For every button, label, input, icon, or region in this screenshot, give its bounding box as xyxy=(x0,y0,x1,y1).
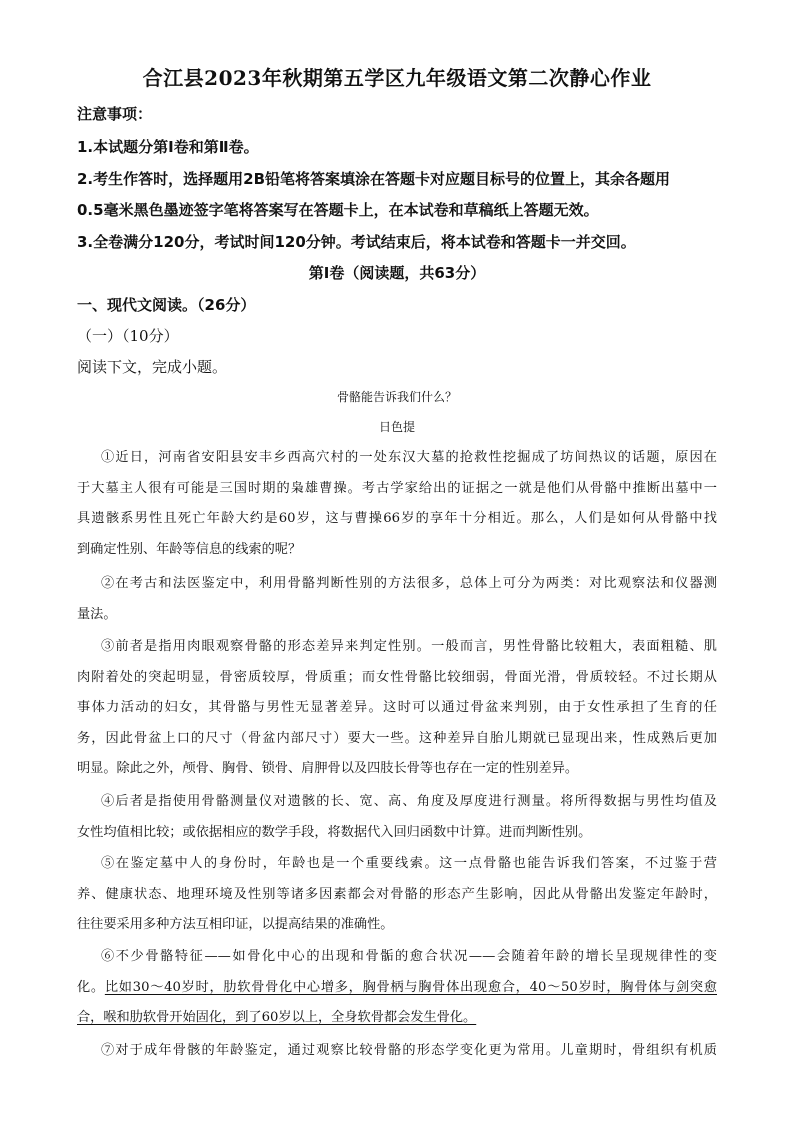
text-line: ④后者是指使用骨骼测量仪对遗骸的长、宽、高、角度及厚度进行测量。将所得数据与男性均值及 xyxy=(101,794,717,809)
notice-item: 2.考生作答时，选择题用2B铅笔将答案填涂在答题卡对应题目标号的位置上，其余各题用 xyxy=(77,170,671,188)
text-line: ②在考古和法医鉴定中，利用骨骼判断性别的方法很多，总体上可分为两类：对比观察法和仪器测 xyxy=(101,576,717,591)
underlined-text: 合，喉和肋软骨开始固化，到了60岁以上，全身软骨都会发生骨化。 xyxy=(77,1010,477,1025)
text-line: 量法。 xyxy=(77,606,117,622)
text-line: ①近日，河南省安阳县安丰乡西高穴村的一处东汉大墓的抢救性挖掘成了坊间热议的话题，原因在 xyxy=(101,450,717,465)
text-line: ⑥不少骨骼特征——如骨化中心的出现和骨骺的愈合状况——会随着年龄的增长呈现规律性的变 xyxy=(101,949,717,964)
text-line: 到确定性别、年龄等信息的线索的呢？ xyxy=(77,541,302,557)
article-author: 日色提 xyxy=(378,420,415,434)
text-line xyxy=(77,973,717,1004)
notice-item: 3.全卷满分120分，考试时间120分钟。考试结束后，将本试卷和答题卡一并交回。 xyxy=(77,233,636,251)
part-title: 第Ⅰ卷（阅读题，共63分） xyxy=(308,264,486,282)
paragraph-1 xyxy=(77,443,717,565)
instruction-text: 阅读下文，完成小题。 xyxy=(77,358,228,376)
paragraph-2 xyxy=(77,569,717,630)
text-line: 肉附着处的突起明显，骨密质较厚，骨质重；而女性骨骼比较细弱，骨面光滑，骨质较轻。不过长期从 xyxy=(77,669,717,685)
plain-text: 化。 xyxy=(77,979,105,995)
text-line: ⑦对于成年骨骸的年龄鉴定，通过观察比较骨骼的形态学变化更为常用。儿童期时，骨组织有机质 xyxy=(101,1043,717,1058)
paragraph-4 xyxy=(77,787,717,848)
subsection-heading: （一）（10分） xyxy=(77,327,179,345)
article-title: 骨骼能告诉我们什么？ xyxy=(336,390,457,404)
paragraph-3 xyxy=(77,632,717,785)
notice-item: 0.5毫米黑色墨迹签字笔将答案写在答题卡上，在本试卷和草稿纸上答题无效。 xyxy=(77,201,599,219)
text-line: ③前者是指用肉眼观察骨骼的形态差异来判定性别。一般而言，男性骨骼比较粗大，表面粗糙、肌 xyxy=(101,639,717,654)
paragraph-6 xyxy=(77,942,717,1034)
text-line: 具遗骸系男性且死亡年龄大约是60岁，这与曹操66岁的享年十分相近。那么，人们是如何从骨骼中找 xyxy=(77,511,717,526)
page-title: 合江县2023年秋期第五学区九年级语文第二次静心作业 xyxy=(142,66,652,90)
underlined-text: 比如30～40岁时，肋软骨骨化中心增多，胸骨柄与胸骨体出现愈合，40～50岁时，胸骨体与剑突愈 xyxy=(104,979,717,995)
text-line: ⑤在鉴定墓中人的身份时，年龄也是一个重要线索。这一点骨骼也能告诉我们答案，不过鉴于营 xyxy=(101,856,717,871)
text-line: 明显。除此之外，颅骨、胸骨、锁骨、肩胛骨以及四肢长骨等也存在一定的性别差异。 xyxy=(77,761,579,776)
text-line xyxy=(77,1003,717,1034)
text-line: 养、健康状态、地理环境及性别等诸多因素都会对骨骼的形态产生影响，因此从骨骼出发鉴定年龄时， xyxy=(77,886,717,902)
notice-item: 1.本试题分第Ⅰ卷和第Ⅱ卷。 xyxy=(77,138,259,156)
text-line: 往往要采用多种方法互相印证，以提高结果的准确性。 xyxy=(77,917,394,932)
text-line: 于大墓主人很有可能是三国时期的枭雄曹操。考古学家给出的证据之一就是他们从骨骼中推断出墓中一 xyxy=(77,480,717,496)
paragraph-7 xyxy=(77,1036,717,1067)
notice-heading: 注意事项： xyxy=(77,105,153,123)
text-line: 事体力活动的妇女，其骨骼与男性无显著差异。这时可以通过骨盆来判别，由于女性承担了生育的任 xyxy=(77,700,717,715)
paragraph-5 xyxy=(77,849,717,941)
text-line: 女性均值相比较；或依据相应的数学手段，将数据代入回归函数中计算。进而判断性别。 xyxy=(77,824,592,840)
section-heading: 一、现代文阅读。（26分） xyxy=(77,296,256,314)
text-line: 务，因此骨盆上口的尺寸（骨盆内部尺寸）要大一些。这种差异自胎儿期就已显现出来，性成熟后更加 xyxy=(77,730,717,746)
